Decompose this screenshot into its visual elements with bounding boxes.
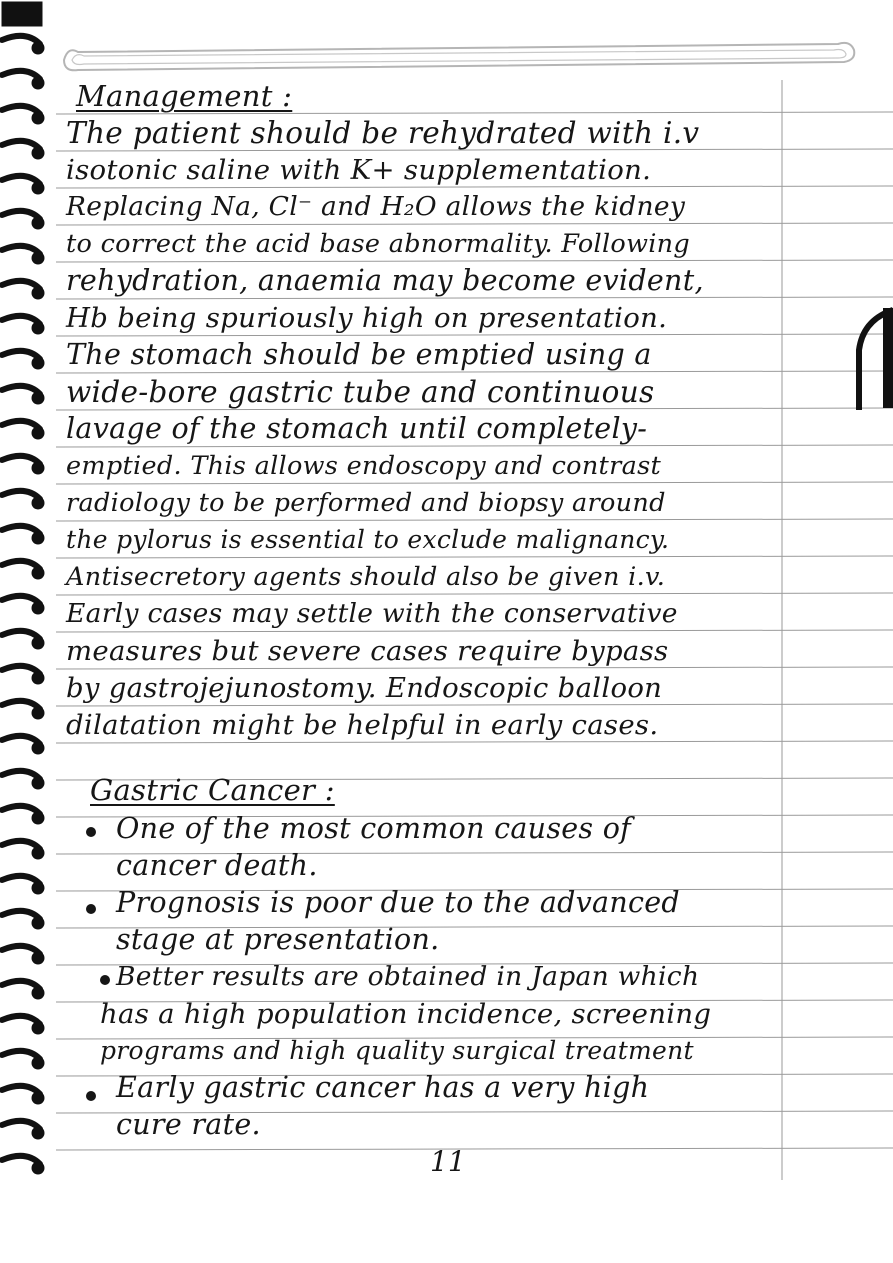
management-line-8: wide-bore gastric tube and continuous: [66, 375, 655, 409]
management-line-4: to correct the acid base abnormality. Following: [66, 229, 690, 259]
bullet-icon: [86, 827, 96, 837]
bullet-icon: [86, 1091, 96, 1101]
management-line-1: The patient should be rehydrated with i.v: [66, 116, 700, 150]
gastric-cancer-line-4: stage at presentation.: [116, 923, 440, 956]
gastric-cancer-heading: Gastric Cancer :: [90, 773, 335, 807]
management-line-16: by gastrojejunostomy. Endoscopic balloon: [66, 672, 663, 704]
management-line-2: isotonic saline with K+ supplementation.: [66, 154, 652, 186]
management-line-12: the pylorus is essential to exclude malignancy.: [66, 525, 670, 554]
management-line-10: emptied. This allows endoscopy and contrast: [66, 451, 662, 481]
page-number: 11: [430, 1145, 466, 1178]
management-line-11: radiology to be performed and biopsy around: [66, 488, 666, 518]
gastric-cancer-line-2: cancer death.: [116, 849, 318, 882]
management-line-9: lavage of the stomach until completely-: [66, 412, 648, 445]
gastric-cancer-line-3: Prognosis is poor due to the advanced: [116, 886, 680, 919]
management-line-14: Early cases may settle with the conservative: [66, 598, 678, 629]
gastric-cancer-line-5: Better results are obtained in Japan which: [116, 961, 700, 992]
spiral-binding: [0, 0, 50, 1190]
bullet-icon: [100, 975, 110, 985]
management-heading: Management :: [76, 79, 293, 113]
gastric-cancer-line-7: programs and high quality surgical treatment: [100, 1036, 694, 1065]
management-line-6: Hb being spuriously high on presentation.: [66, 302, 668, 334]
gastric-cancer-line-8: Early gastric cancer has a very high: [116, 1071, 650, 1104]
management-line-7: The stomach should be emptied using a: [66, 338, 652, 371]
management-line-5: rehydration, anaemia may become evident,: [66, 264, 704, 297]
management-line-3: Replacing Na, Cl⁻ and H₂O allows the kidney: [66, 191, 686, 222]
gastric-cancer-line-9: cure rate.: [116, 1108, 261, 1141]
management-line-13: Antisecretory agents should also be given i.v.: [66, 562, 666, 592]
header-band: [58, 38, 858, 76]
gastric-cancer-line-1: One of the most common causes of: [116, 812, 632, 845]
bullet-icon: [86, 904, 96, 914]
management-line-17: dilatation might be helpful in early cases.: [66, 709, 659, 741]
gastric-cancer-line-6: has a high population incidence, screening: [100, 998, 712, 1030]
management-line-15: measures but severe cases require bypass: [66, 635, 669, 667]
